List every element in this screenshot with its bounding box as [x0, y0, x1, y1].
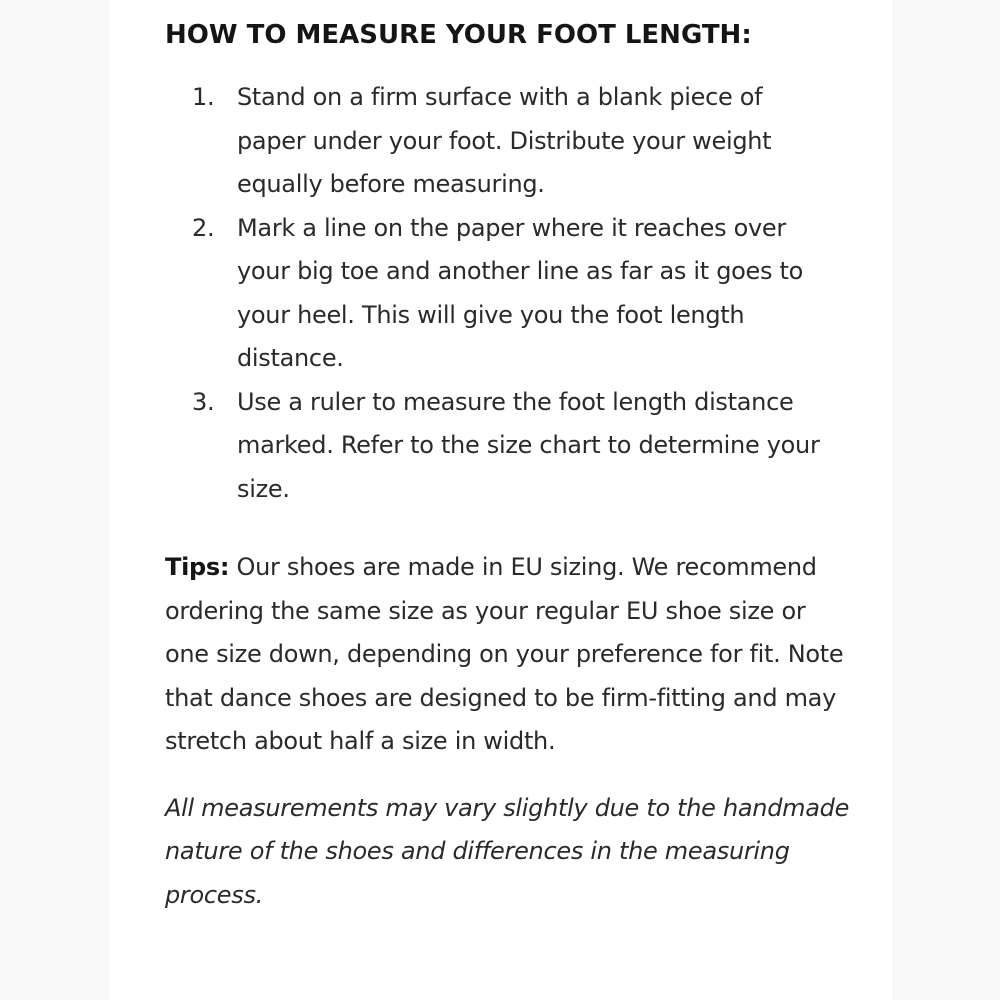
step-number: 2.	[192, 213, 215, 242]
step-text: Use a ruler to measure the foot length distance marked. Refer to the size chart to determine your size.	[237, 387, 820, 503]
content-area	[165, 10, 855, 917]
step-number: 3.	[192, 387, 215, 416]
step-text: Mark a line on the paper where it reaches over your big toe and another line as far as it goes to your heel. This will give you the foot length distance.	[237, 213, 804, 372]
steps-list	[165, 76, 855, 511]
page-title: HOW TO MEASURE YOUR FOOT LENGTH:	[165, 20, 752, 50]
step-text: Stand on a firm surface with a blank piece of paper under your foot. Distribute your weight equally before measuring.	[237, 83, 772, 198]
tips-paragraph	[165, 546, 855, 764]
page-background	[110, 0, 892, 1000]
list-item	[165, 207, 827, 381]
tips-label: Tips:	[165, 553, 230, 581]
step-number: 1.	[192, 83, 215, 111]
list-item	[165, 381, 827, 512]
disclaimer-note: All measurements may vary slightly due to the handmade nature of the shoes and differences in the measuring process.	[165, 793, 850, 909]
tips-text: Our shoes are made in EU sizing. We recommend ordering the same size as your regular EU shoe size or one size down, depending on your preference for fit. Note that dance shoes are designed to be firm-fitting and may stretch about half a size in width.	[165, 553, 844, 755]
list-item	[165, 76, 827, 207]
